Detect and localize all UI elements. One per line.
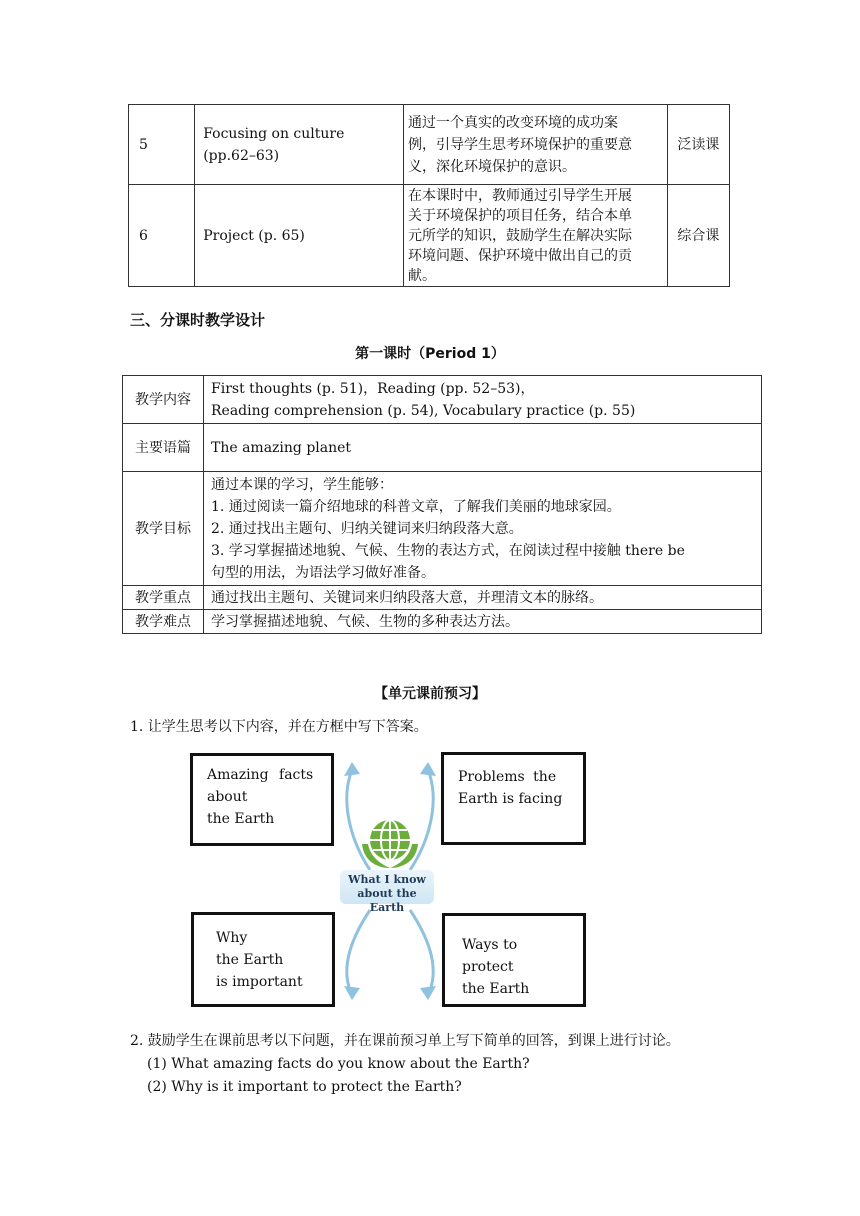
desc-line: 在本课时中，教师通过引导学生开展 (408, 187, 633, 204)
goal-line: 句型的用法，为语法学习做好准备。 (211, 564, 435, 581)
table-row (123, 424, 762, 472)
table-row (129, 185, 730, 287)
row-value: 学习掌握描述地貌、气候、生物的多种表达方法。 (204, 610, 762, 634)
mindmap-center-label (340, 870, 434, 914)
box-line: the Earth (207, 811, 275, 827)
desc-line: 献。 (408, 267, 437, 284)
row-value (204, 376, 762, 424)
box-line: Amazing facts (207, 767, 314, 783)
table-row (123, 610, 762, 634)
lesson-title (195, 105, 404, 185)
lesson-title-line: Focusing on culture (203, 125, 345, 142)
box-line: Problems the (458, 769, 557, 785)
mindmap-box-facts (190, 753, 334, 846)
table-row (123, 376, 762, 424)
desc-line: 通过一个真实的改变环境的成功案 (408, 114, 619, 131)
goal-line: 1. 通过阅读一篇介绍地球的科普文章，了解我们美丽的地球家园。 (211, 498, 621, 515)
course-overview-table (128, 104, 730, 287)
period-plan-table (122, 375, 762, 634)
box-line: Earth is facing (458, 791, 563, 807)
table-row (123, 472, 762, 586)
table-row (129, 105, 730, 185)
period-title: 第一课时（Period 1） (355, 346, 505, 362)
preview-heading: 【单元课前预习】 (374, 686, 486, 702)
box-line: the Earth (216, 952, 284, 968)
box-line: about (207, 789, 248, 805)
desc-line: 义，深化环境保护的意识。 (408, 158, 577, 175)
row-value: 通过找出主题句、关键词来归纳段落大意，并理清文本的脉络。 (204, 586, 762, 610)
lesson-description (404, 185, 668, 287)
center-line: about the Earth (357, 887, 417, 914)
lesson-type: 泛读课 (667, 105, 729, 185)
row-label: 教学内容 (123, 376, 204, 424)
lesson-title-line: (pp.62–63) (203, 147, 280, 164)
section-heading: 三、分课时教学设计 (130, 311, 266, 329)
row-number: 5 (129, 105, 195, 185)
row-label: 教学重点 (123, 586, 204, 610)
row-number: 6 (129, 185, 195, 287)
desc-line: 元所学的知识，鼓励学生在解决实际 (408, 227, 633, 244)
desc-line: 关于环境保护的项目任务，结合本单 (408, 207, 633, 224)
instruction-1: 1. 让学生思考以下内容，并在方框中写下答案。 (130, 719, 428, 735)
row-label: 教学目标 (123, 472, 204, 586)
instruction-2: 2. 鼓励学生在课前思考以下问题，并在课前预习单上写下简单的回答，到课上进行讨论。 (130, 1033, 680, 1049)
mindmap-box-problems (441, 752, 586, 845)
lesson-title: Project (p. 65) (195, 185, 404, 287)
row-label: 主要语篇 (123, 424, 204, 472)
box-line: Why (216, 930, 248, 946)
box-line: is important (216, 974, 303, 990)
goal-line: 2. 通过找出主题句、归纳关键词来归纳段落大意。 (211, 520, 523, 537)
content-line: Reading comprehension (p. 54), Vocabulary practice (p. 55) (211, 402, 636, 419)
desc-line: 例，引导学生思考环境保护的重要意 (408, 136, 633, 153)
goal-line: 通过本课的学习，学生能够： (211, 476, 393, 493)
row-value (204, 472, 762, 586)
table-row (123, 586, 762, 610)
row-label: 教学难点 (123, 610, 204, 634)
mindmap-box-why (191, 912, 335, 1007)
lesson-description (404, 105, 668, 185)
mindmap-box-ways (442, 913, 586, 1007)
goal-line: 3. 学习掌握描述地貌、气候、生物的表达方式，在阅读过程中接触 there be (211, 542, 685, 559)
question-2: (2) Why is it important to protect the Earth? (147, 1079, 462, 1095)
question-1: (1) What amazing facts do you know about the Earth? (147, 1056, 530, 1072)
box-line: Ways to protect (462, 937, 518, 975)
row-value: The amazing planet (204, 424, 762, 472)
content-line: First thoughts (p. 51)，Reading (pp. 52–53)， (211, 380, 535, 397)
center-line: What I know (348, 873, 426, 886)
box-line: the Earth (462, 981, 530, 997)
lesson-type: 综合课 (667, 185, 729, 287)
desc-line: 环境问题、保护环境中做出自己的贡 (408, 247, 633, 264)
